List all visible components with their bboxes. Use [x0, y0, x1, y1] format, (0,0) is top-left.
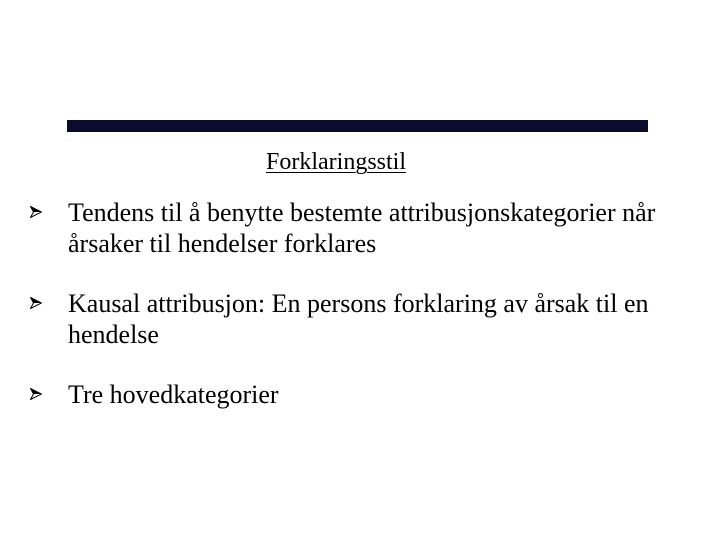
slide-title: Forklaringsstil	[266, 149, 407, 175]
bullet-item	[30, 379, 690, 410]
arrowhead-bullet-icon	[30, 388, 42, 400]
bullet-text: Tre hovedkategorier	[68, 380, 279, 409]
title-divider-bar	[67, 120, 648, 132]
arrowhead-bullet-icon	[30, 206, 42, 218]
arrowhead-bullet-icon	[30, 297, 42, 309]
bullet-item	[30, 288, 690, 350]
bullet-text: Tendens til å benytte bestemte attribusjonskategorier når årsaker til hendelser forklares	[68, 198, 656, 258]
bullet-text: Kausal attribusjon: En persons forklaring av årsak til en hendelse	[68, 289, 649, 349]
bullet-list	[30, 197, 690, 410]
bullet-item	[30, 197, 690, 259]
